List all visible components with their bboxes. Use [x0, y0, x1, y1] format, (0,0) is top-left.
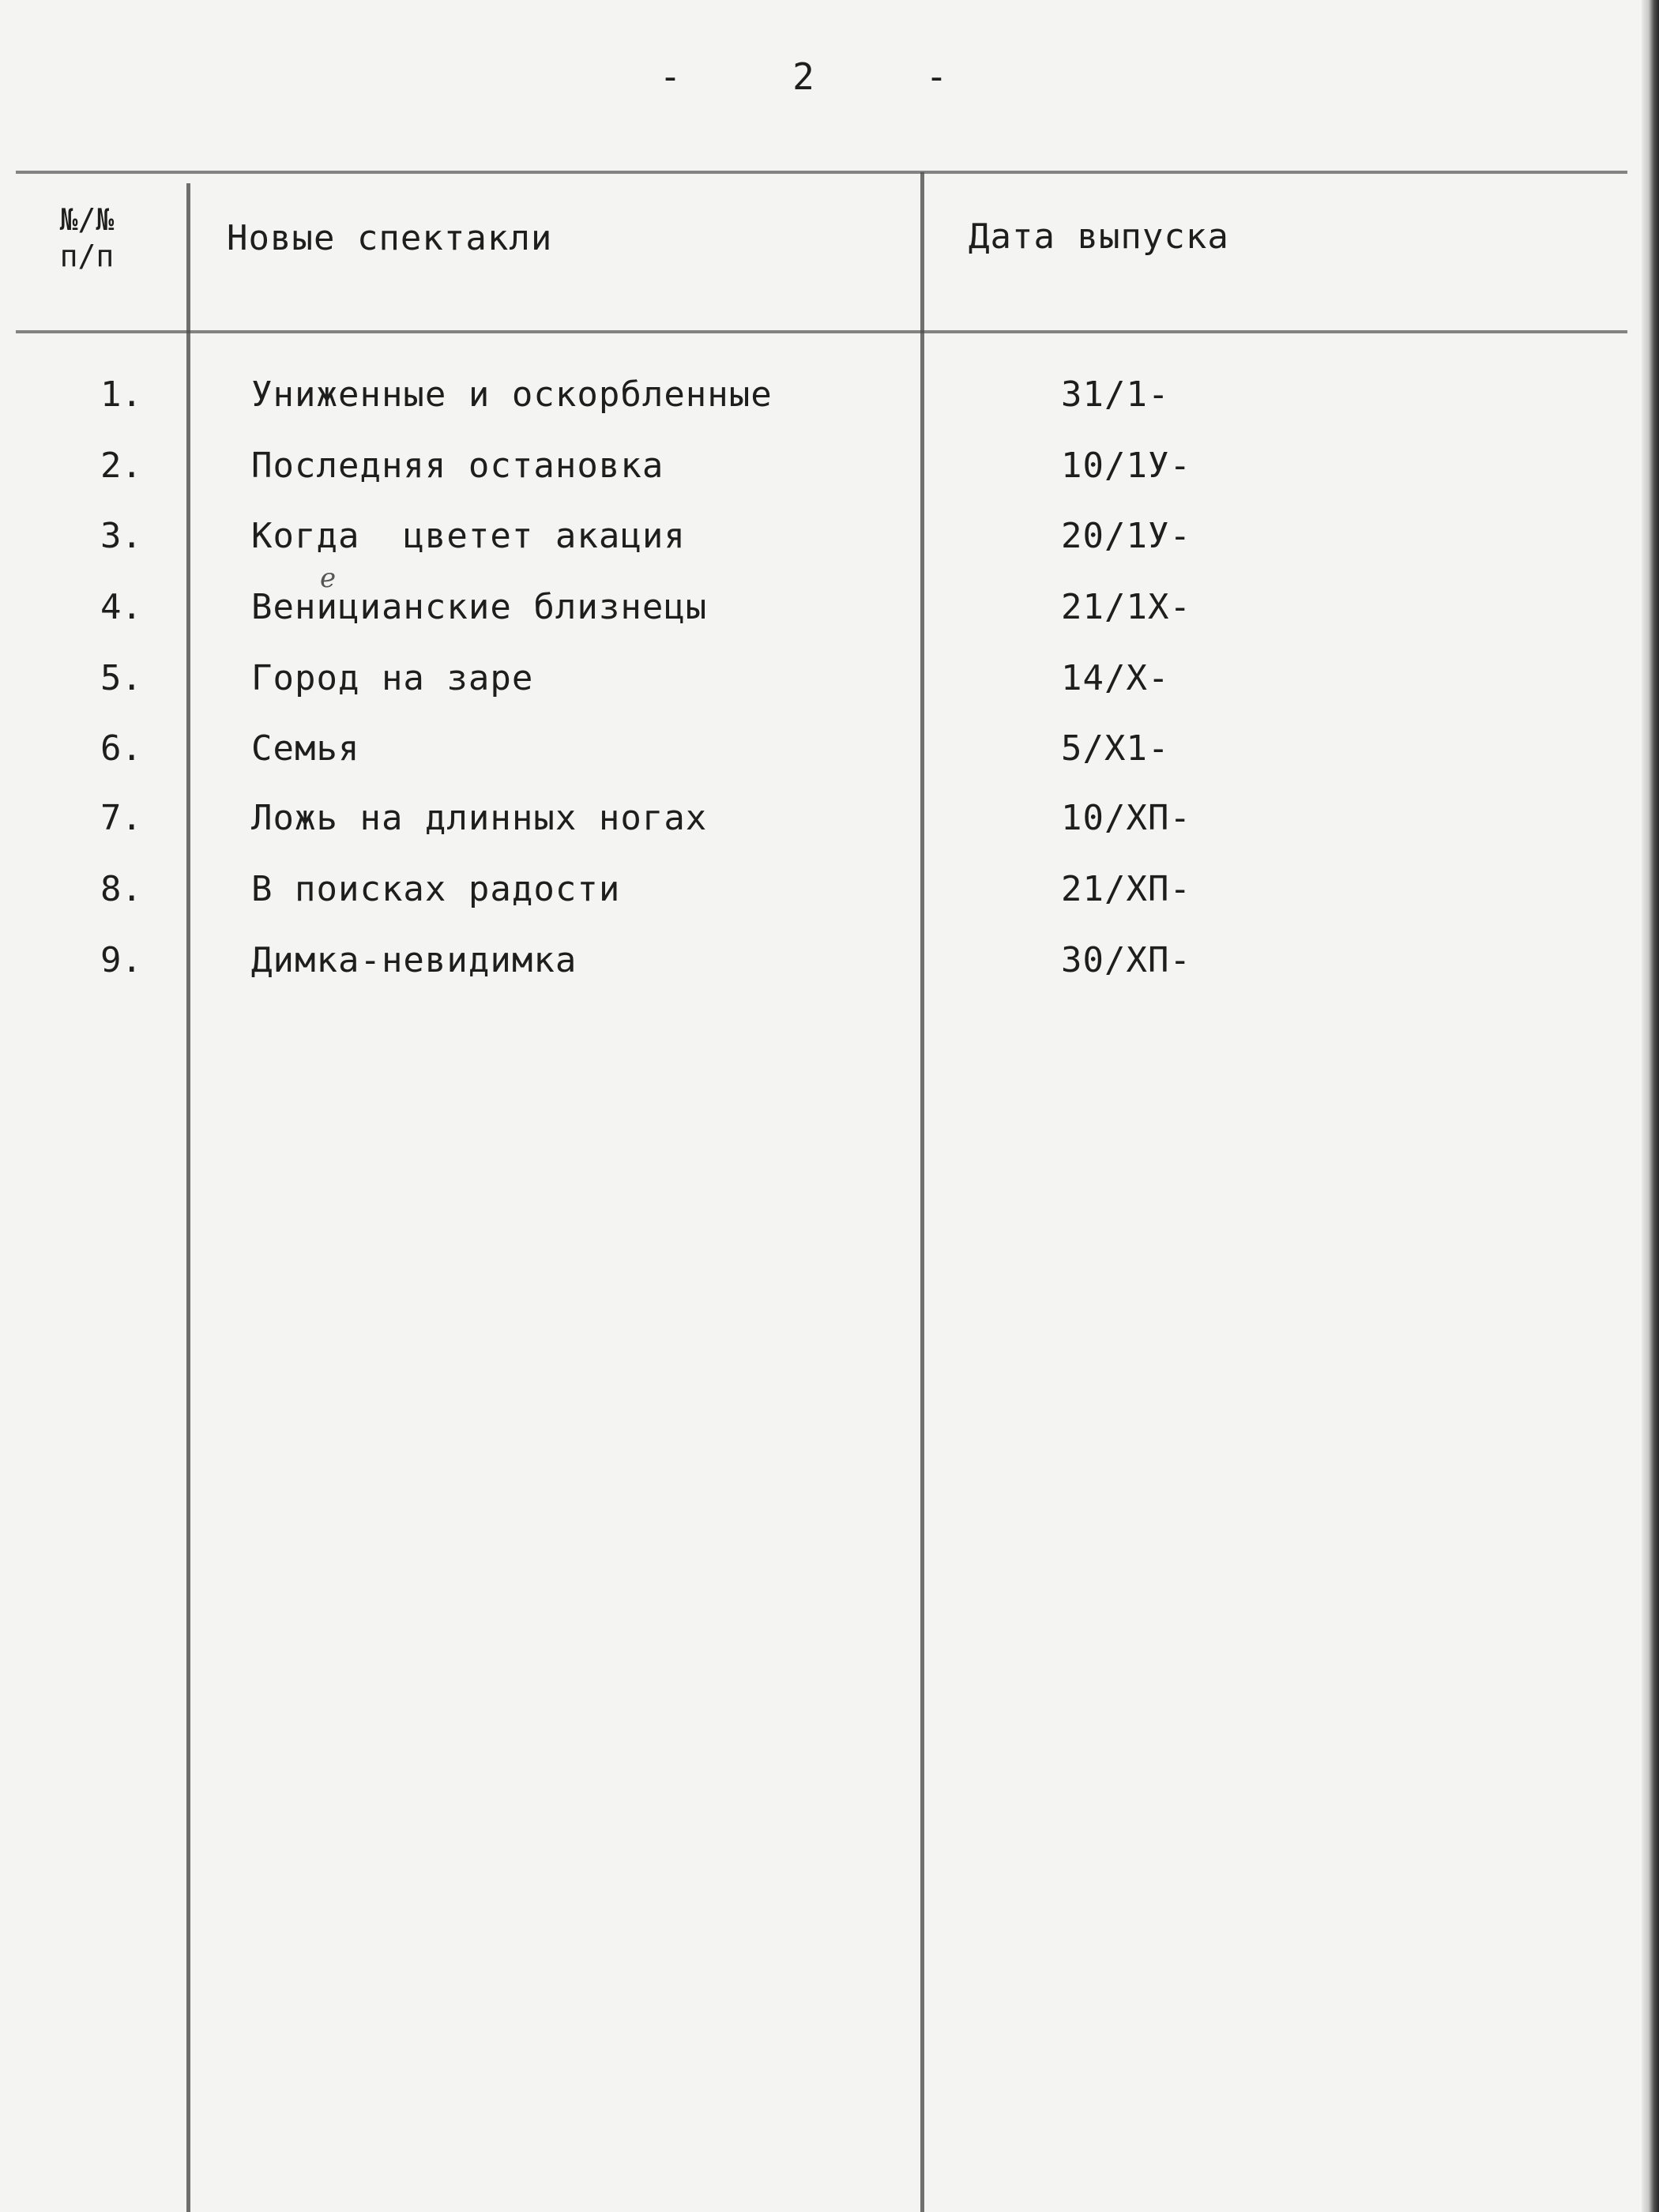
- row-number: 3.: [100, 516, 142, 556]
- table-row: [0, 442, 1612, 490]
- row-title: В поисках радости: [251, 869, 621, 909]
- table-header-rule: [16, 330, 1627, 333]
- table-row: [0, 937, 1612, 984]
- row-number: 6.: [100, 728, 142, 769]
- row-date: 14/Х-: [1061, 658, 1170, 698]
- row-number: 8.: [100, 869, 142, 909]
- row-title: Ложь на длинных ногах: [251, 798, 708, 838]
- row-date: 20/1У-: [1061, 516, 1191, 556]
- row-date: 21/1Х-: [1061, 587, 1191, 627]
- header-number-column: №/№ п/п: [59, 202, 115, 273]
- row-title: Семья: [251, 728, 360, 769]
- row-title: Униженные и оскорбленные: [251, 374, 773, 415]
- row-number: 2.: [100, 446, 142, 486]
- row-date: 10/1У-: [1061, 446, 1191, 486]
- page-number: - 2 -: [659, 55, 953, 98]
- table-row: [0, 795, 1612, 842]
- page-edge-shadow: [1642, 0, 1659, 2212]
- row-title: Димка-невидимка: [251, 940, 577, 980]
- table-row: [0, 584, 1612, 631]
- table-row: [0, 725, 1612, 773]
- row-date: 31/1-: [1061, 374, 1170, 415]
- table-row: [0, 371, 1612, 419]
- row-number: 7.: [100, 798, 142, 838]
- row-title: Город на заре: [251, 658, 534, 698]
- row-date: 30/ХП-: [1061, 940, 1191, 980]
- row-title: Когда цветет акация: [251, 516, 686, 556]
- row-number: 5.: [100, 658, 142, 698]
- header-title-column: Новые спектакли: [227, 218, 553, 258]
- table-row: [0, 866, 1612, 913]
- row-title: Венициaнские близнецы: [251, 587, 708, 627]
- table-row: [0, 513, 1612, 560]
- row-number: 4.: [100, 587, 142, 627]
- header-date-column: Дата выпуска: [969, 216, 1229, 257]
- row-date: 10/ХП-: [1061, 798, 1191, 838]
- row-number: 9.: [100, 940, 142, 980]
- row-number: 1.: [100, 374, 142, 415]
- handwritten-correction: е: [320, 562, 337, 594]
- row-date: 5/Х1-: [1061, 728, 1170, 769]
- row-title: Последняя остановка: [251, 446, 664, 486]
- table-row: [0, 655, 1612, 702]
- table-top-rule: [16, 171, 1627, 174]
- row-date: 21/ХП-: [1061, 869, 1191, 909]
